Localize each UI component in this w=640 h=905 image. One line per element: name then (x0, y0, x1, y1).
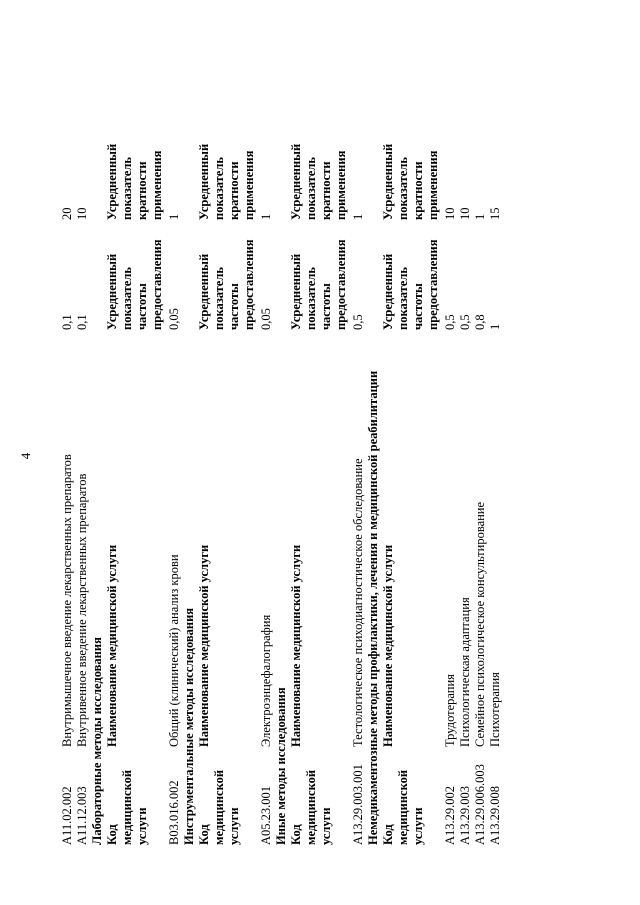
section-title: Иные методы исследования (274, 687, 288, 845)
service-name: Внутримышечное введение лекарственных препаратов (60, 454, 74, 747)
table-row (60, 55, 75, 845)
frequency-value: 1 (488, 323, 502, 330)
header-frequency: Усредненный показатель частоты предоставления (381, 239, 440, 330)
table-row (259, 55, 274, 845)
service-name: Психотерапия (488, 672, 502, 747)
service-name: Трудотерапия (443, 674, 457, 747)
table-row (167, 55, 182, 845)
table-row (351, 55, 366, 845)
frequency-value: 0,5 (443, 314, 457, 330)
multiplicity-value: 10 (458, 207, 472, 220)
header-multiplicity: Усредненный показатель кратности применения (289, 143, 348, 220)
service-name: Внутривенное введение лекарственных препаратов (75, 473, 89, 747)
header-name: Наименование медицинской услуги (105, 544, 119, 747)
multiplicity-value: 10 (443, 207, 457, 220)
header-code: Код медицинской услуги (289, 769, 333, 845)
header-code: Код медицинской услуги (105, 769, 149, 845)
section-title: Инструментальные методы исследования (182, 607, 196, 845)
service-name: Общий (клинический) анализ крови (167, 554, 181, 747)
service-name: Семейное психологическое консультирование (473, 501, 487, 747)
service-code: A13.29.006.003 (473, 764, 487, 845)
service-name: Психологическая адаптация (458, 597, 472, 747)
frequency-value: 0,05 (167, 308, 181, 330)
table-row (458, 55, 473, 845)
service-code: A13.29.002 (443, 785, 457, 845)
header-frequency: Усредненный показатель частоты предоставления (105, 239, 164, 330)
multiplicity-value: 1 (167, 213, 181, 220)
header-name: Наименование медицинской услуги (381, 544, 395, 747)
frequency-value: 0,1 (75, 314, 89, 330)
page-number: 4 (18, 452, 33, 460)
service-code: B03.016.002 (167, 780, 181, 845)
header-code: Код медицинской услуги (197, 769, 241, 845)
table-header-row (105, 55, 167, 845)
table-row (443, 55, 458, 845)
services-table (60, 55, 510, 845)
frequency-value: 0,5 (458, 314, 472, 330)
header-code: Код медицинской услуги (381, 769, 425, 845)
multiplicity-value: 1 (473, 213, 487, 220)
table-header-row (289, 55, 351, 845)
header-name: Наименование медицинской услуги (289, 544, 303, 747)
table-row (473, 55, 488, 845)
section-title: Немедикаментозные методы профилактики, лечения и медицинской реабилитации (366, 370, 380, 845)
header-frequency: Усредненный показатель частоты предоставления (289, 239, 348, 330)
frequency-value: 0,05 (259, 308, 273, 330)
service-code: A13.29.008 (488, 785, 502, 845)
header-name: Наименование медицинской услуги (197, 544, 211, 747)
multiplicity-value: 20 (60, 207, 74, 220)
service-code: A13.29.003.001 (351, 764, 365, 845)
header-multiplicity: Усредненный показатель кратности применения (105, 143, 164, 220)
service-code: A13.29.003 (458, 785, 472, 845)
multiplicity-value: 1 (259, 213, 273, 220)
header-multiplicity: Усредненный показатель кратности применения (381, 143, 440, 220)
service-name: Электроэнцефалография (259, 614, 273, 747)
multiplicity-value: 10 (75, 207, 89, 220)
table-header-row (197, 55, 259, 845)
section-title: Лабораторные методы исследования (90, 637, 104, 845)
table-header-row (381, 55, 443, 845)
table-row (75, 55, 90, 845)
frequency-value: 0,5 (351, 314, 365, 330)
header-multiplicity: Усредненный показатель кратности применения (197, 143, 256, 220)
header-frequency: Усредненный показатель частоты предоставления (197, 239, 256, 330)
multiplicity-value: 15 (488, 207, 502, 220)
service-code: A05.23.001 (259, 785, 273, 845)
multiplicity-value: 1 (351, 213, 365, 220)
service-code: A11.12.003 (75, 786, 89, 845)
service-code: A11.02.002 (60, 786, 74, 845)
service-name: Тестологическое психодиагностическое обследование (351, 458, 365, 747)
frequency-value: 0,8 (473, 314, 487, 330)
table-row (488, 55, 503, 845)
frequency-value: 0,1 (60, 314, 74, 330)
